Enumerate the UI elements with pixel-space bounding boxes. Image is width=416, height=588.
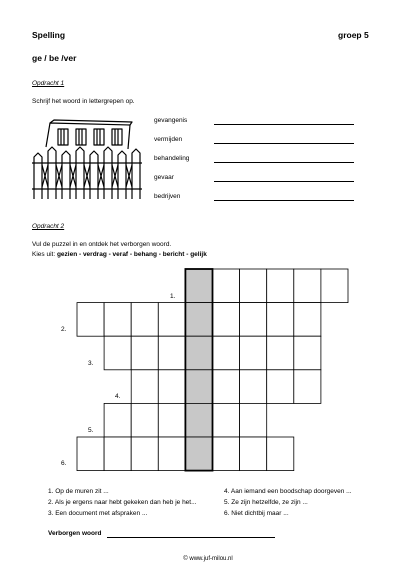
crossword-cell[interactable] [77, 437, 104, 471]
crossword-cell[interactable] [240, 336, 267, 370]
word-gevaar: gevaar [154, 174, 174, 181]
crossword-cell[interactable] [158, 303, 185, 337]
crossword-cell[interactable] [213, 336, 240, 370]
crossword-cell[interactable] [240, 370, 267, 404]
opdracht1-instruction: Schrijf het woord in lettergrepen op. [32, 98, 135, 105]
crossword-cell[interactable] [104, 403, 131, 437]
opdracht2-heading: Opdracht 2 [32, 223, 65, 230]
crossword-cell[interactable] [213, 370, 240, 404]
crossword-cell[interactable] [294, 370, 321, 404]
word-bedrijven: bedrijven [154, 193, 181, 200]
crossword-cell[interactable] [240, 303, 267, 337]
opdracht2-instruction: Vul de puzzel in en ontdek het verborgen woord. [32, 241, 172, 248]
row-number-1: 1. [170, 293, 176, 300]
clue-1: 1. Op de muren zit ... [48, 488, 109, 495]
crossword-cell[interactable] [213, 269, 240, 303]
hidden-word-cell[interactable] [185, 437, 212, 471]
crossword-cell[interactable] [213, 437, 240, 471]
crossword-cell[interactable] [240, 269, 267, 303]
crossword-cell[interactable] [158, 370, 185, 404]
choices-list: gezien - verdrag - veraf - behang - bericht - gelijk [56, 251, 207, 258]
crossword-cell[interactable] [267, 370, 294, 404]
clue-2: 2. Als je ergens naar hebt gekeken dan heb je het... [48, 499, 197, 506]
grade-label: groep 5 [338, 30, 369, 40]
row-number-4: 4. [115, 393, 121, 400]
hidden-word-cell[interactable] [185, 336, 212, 370]
subtitle: ge / be /ver [32, 53, 77, 63]
opdracht1-heading: Opdracht 1 [32, 80, 65, 87]
crossword-cell[interactable] [267, 437, 294, 471]
crossword-cell[interactable] [294, 303, 321, 337]
crossword-cell[interactable] [213, 403, 240, 437]
crossword-cell[interactable] [131, 403, 158, 437]
crossword-cell[interactable] [104, 437, 131, 471]
crossword-cell[interactable] [240, 403, 267, 437]
crossword-cell[interactable] [131, 370, 158, 404]
crossword-cell[interactable] [104, 303, 131, 337]
crossword-cell[interactable] [131, 336, 158, 370]
hidden-word-cell[interactable] [185, 370, 212, 404]
hidden-word-cell[interactable] [185, 303, 212, 337]
hidden-word-cell[interactable] [185, 403, 212, 437]
row-number-3: 3. [88, 360, 94, 367]
clue-3: 3. Een document met afspraken ... [48, 510, 148, 517]
row-number-2: 2. [61, 326, 67, 333]
crossword-cell[interactable] [240, 437, 267, 471]
crossword-cell[interactable] [267, 303, 294, 337]
word-vermijden: vermijden [154, 136, 183, 143]
crossword-cell[interactable] [267, 269, 294, 303]
crossword-cell[interactable] [131, 437, 158, 471]
crossword-cell[interactable] [321, 269, 348, 303]
crossword-cell[interactable] [158, 437, 185, 471]
row-number-6: 6. [61, 460, 67, 467]
crossword-cell[interactable] [104, 336, 131, 370]
crossword-cell[interactable] [131, 303, 158, 337]
clue-4: 4. Aan iemand een boodschap doorgeven ... [224, 488, 352, 495]
choose-label: Kies uit: [32, 251, 56, 258]
hidden-word-line[interactable] [107, 537, 275, 538]
row-number-5: 5. [88, 427, 94, 434]
crossword-cell[interactable] [77, 303, 104, 337]
footer-credit: © www.juf-milou.nl [183, 556, 233, 562]
clue-6: 6. Niet dichtbij maar ... [224, 510, 289, 517]
word-behandeling: behandeling [154, 155, 190, 162]
word-gevangenis: gevangenis [154, 117, 188, 124]
crossword-cell[interactable] [294, 336, 321, 370]
hidden-word-label: Verborgen woord [48, 530, 102, 537]
clue-5: 5. Ze zijn hetzelfde, ze zijn ... [224, 499, 308, 506]
hidden-word-cell[interactable] [185, 269, 212, 303]
crossword-cell[interactable] [158, 336, 185, 370]
crossword-cell[interactable] [267, 336, 294, 370]
worksheet-title: Spelling [32, 30, 66, 40]
crossword-cell[interactable] [294, 269, 321, 303]
crossword-cell[interactable] [158, 403, 185, 437]
crossword-cell[interactable] [213, 303, 240, 337]
